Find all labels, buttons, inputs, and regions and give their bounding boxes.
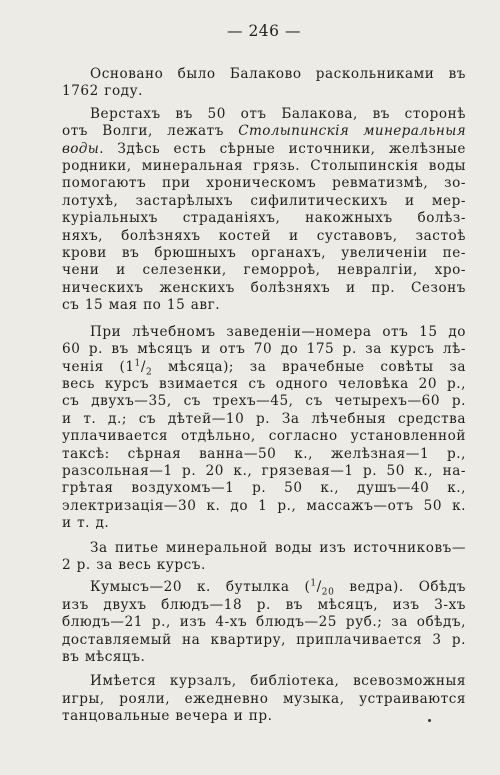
text-line: ническихъ женскихъ болѣзняхъ и пр. Сезонъ — [62, 279, 466, 296]
italic-title: воды — [62, 140, 100, 157]
text-line: Основано было Балаково раскольниками въ — [90, 66, 466, 82]
text-line: изъ двухъ блюдъ—18 р. въ мѣсяцъ, изъ 3-хъ — [62, 596, 466, 613]
text-run: ченія (1 — [62, 358, 135, 375]
text-line: блюдъ—21 р., изъ 4-хъ блюдъ—25 руб.; за обѣдъ, — [62, 614, 466, 631]
text-line — [62, 123, 466, 140]
text-line: весь курсъ взимается съ одного человѣка 20 р., — [62, 375, 466, 392]
text-line: и т. д.; съ дѣтей—10 р. За лѣчебныя средства — [62, 410, 466, 427]
text-line: Верстахъ въ 50 отъ Балакова, въ сторонѣ — [90, 105, 466, 122]
text-line: доставляемый на квартиру, приплачивается 3 р. — [62, 631, 466, 648]
paragraph-1 — [62, 66, 466, 101]
text-line: грѣтая воздухомъ—1 р. 50 к., душъ—40 к., — [62, 480, 466, 497]
text-run: отъ Волги, лежатъ — [62, 123, 239, 140]
text-line: таксѣ: сѣрная ванна—50 к., желѣзная—1 р., — [62, 445, 466, 462]
paragraph-5 — [62, 579, 466, 666]
text-line: За питье минеральной воды изъ источниковъ— — [90, 539, 466, 556]
text-line: При лѣчебномъ заведеніи—номера отъ 15 до — [90, 323, 466, 340]
text-line: 1762 году. — [62, 83, 144, 100]
paragraph-6 — [62, 673, 466, 725]
text-line: разсольная—1 р. 20 к., грязевая—1 р. 50 к., на- — [62, 462, 466, 479]
text-line: 2 р. за весь курсъ. — [62, 556, 206, 573]
italic-title: Столыпинскія минеральныя — [238, 123, 466, 140]
text-line: родники, минеральная грязь. Столыпинскія воды — [62, 158, 466, 175]
text-line: въ мѣсяцъ. — [62, 649, 146, 665]
text-line: электризація—30 к. до 1 р., массажъ—отъ 50 к. — [62, 497, 466, 514]
text-line: крови въ брюшныхъ органахъ, увеличеніи пе- — [62, 245, 466, 262]
text-line: куріальныхъ страданіяхъ, накожныхъ болѣз- — [62, 210, 466, 227]
text-run: мѣсяца); за врачебные совѣты за — [152, 358, 466, 375]
fraction-denominator: 20 — [321, 588, 335, 599]
text-line: игры, рояли, ежедневно музыка, устраиваются — [62, 690, 466, 707]
text-line: лотухѣ, застарѣлыхъ сифилитическихъ и мер- — [62, 192, 466, 209]
page-number: — 246 — — [227, 22, 301, 40]
text-line: Имѣется курзалъ, библіотека, всевозможныя — [90, 673, 466, 690]
text-line: помогаютъ при хроническомъ ревматизмѣ, зо- — [62, 175, 466, 192]
fraction-numerator: 1 — [134, 357, 141, 368]
text-line: танцовальные вечера и пр. — [62, 708, 273, 725]
fraction-numerator: 1 — [310, 578, 317, 589]
paragraph-3 — [62, 324, 466, 533]
text-line: чени и селезенки, геморроѣ, невралгіи, хро- — [62, 262, 466, 279]
text-line: и т. д. — [62, 515, 110, 532]
paragraph-2 — [62, 106, 466, 315]
fraction-denominator: 2 — [145, 367, 153, 378]
text-line: Кумысъ—20 к. бутылка ($^1/_{20}$ ведра). Обѣдъ — [90, 578, 466, 599]
text-run: ведра). Обѣдъ — [334, 579, 466, 596]
text-run: . Здѣсь есть сѣрные источники, желѣзные — [99, 140, 466, 157]
print-speck — [428, 719, 431, 722]
text-line: 60 р. въ мѣсяцъ и отъ 70 до 175 р. за курсъ лѣ- — [62, 341, 466, 358]
text-run: Кумысъ—20 к. бутылка ( — [90, 579, 311, 596]
paragraph-4 — [62, 540, 466, 575]
text-line: няхъ, болѣзняхъ костей и суставовъ, застоѣ — [62, 227, 466, 244]
text-line: съ 15 мая по 15 авг. — [62, 297, 221, 314]
text-line — [62, 141, 466, 158]
text-line: съ двухъ—35, съ трехъ—45, съ четырехъ—60 р. — [62, 393, 466, 410]
text-line: ченія ($1^1/_2$ мѣсяца); за врачебные совѣты за — [62, 357, 466, 378]
text-line: уплачивается отдѣльно, согласно установленной — [62, 428, 466, 445]
